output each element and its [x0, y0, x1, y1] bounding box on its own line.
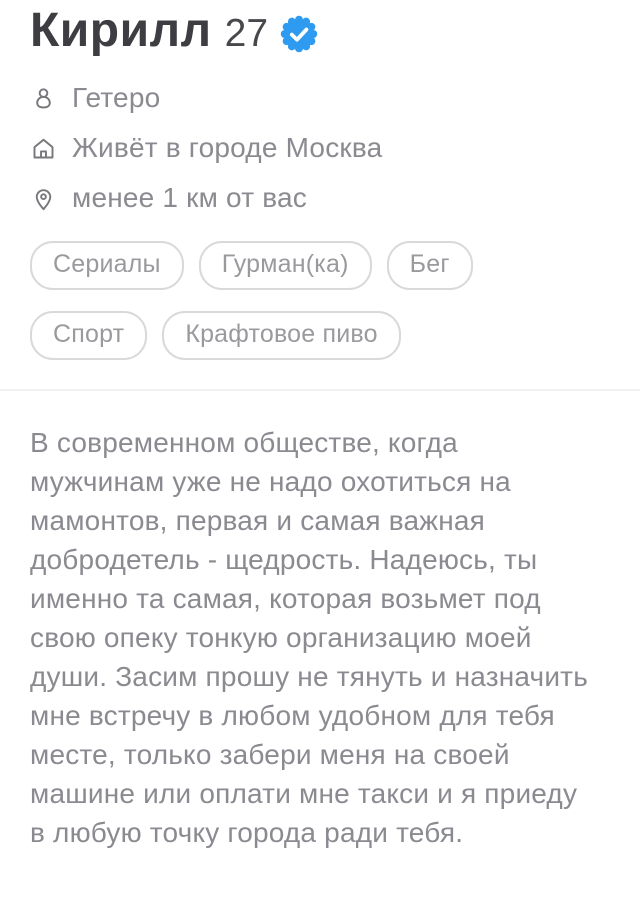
interest-tag: Крафтовое пиво	[162, 311, 400, 360]
interest-tag: Сериалы	[30, 241, 184, 290]
interest-tag: Гурман(ка)	[199, 241, 372, 290]
profile-age: 27	[224, 12, 269, 56]
info-label-distance: менее 1 км от вас	[72, 182, 307, 214]
profile-header	[0, 0, 640, 56]
interest-tags	[0, 214, 620, 360]
person-icon	[30, 85, 57, 112]
interest-tag: Бег	[387, 241, 473, 290]
house-icon	[30, 135, 57, 162]
info-row-distance	[30, 182, 610, 214]
profile-info-list	[0, 56, 640, 214]
info-label-gender: Гетеро	[72, 82, 161, 114]
info-row-gender	[30, 82, 610, 114]
verified-badge-icon	[280, 15, 318, 53]
profile-name: Кирилл	[30, 4, 212, 57]
profile-bio: В современном обществе, когда мужчинам уже не надо охотиться на мамонтов, первая и самая важная добродетель - щедрость. Надеюсь, ты именно та самая, которая возьмет под свою опеку тонкую организацию моей души. Засим прошу не тянуть и назначить мне встречу в любом удобном для тебя месте, только забери меня на своей машине или оплати мне такси и я приеду в любую точку города ради тебя.	[30, 427, 588, 849]
info-row-city	[30, 132, 610, 164]
interest-tag: Спорт	[30, 311, 147, 360]
info-label-city: Живёт в городе Москва	[72, 132, 383, 164]
location-pin-icon	[30, 185, 57, 212]
